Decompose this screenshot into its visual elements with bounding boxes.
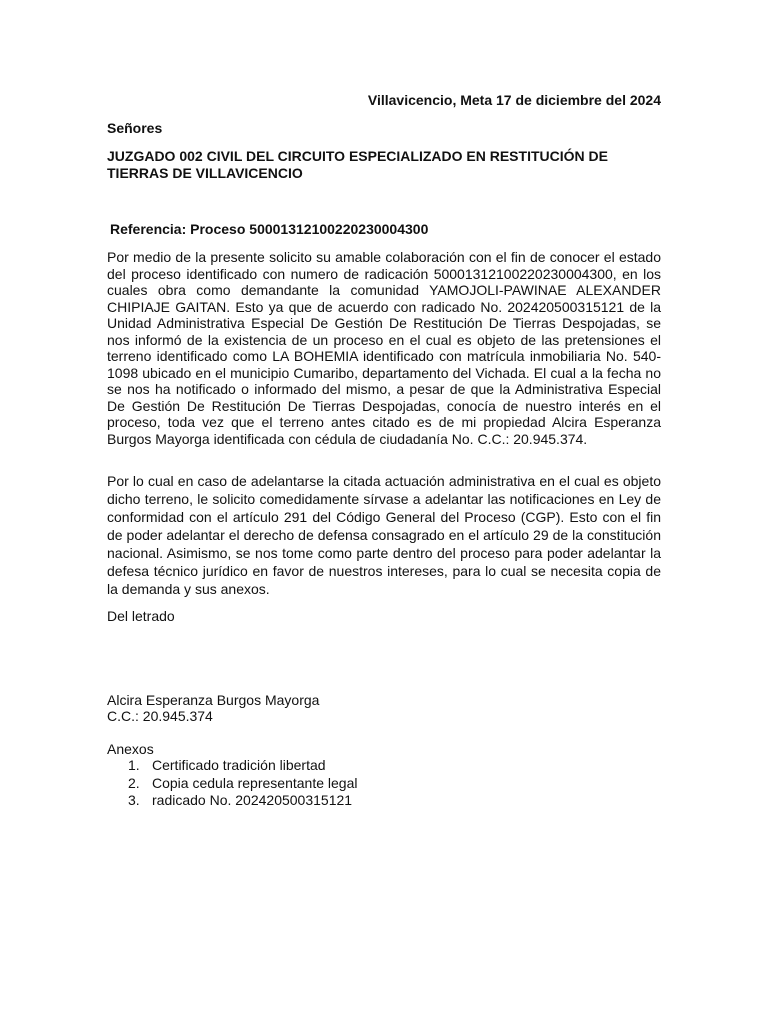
closing-line: Del letrado (107, 608, 175, 624)
body-paragraph-2: Por lo cual en caso de adelantarse la citada actuación administrativa en el cual es objeto dicho terreno, le solicito comedidamente sírvase a adelantar las notificaciones en Ley de conformidad con el artículo 291 del Código General del Proceso (CGP). Esto con el fin de poder adelantar el derecho de defensa consagrado en el artículo 29 de la constitución nacional. Asimismo, se nos tome como parte dentro del proceso para poder adelantar la defesa técnico jurídico en favor de nuestros intereses, para lo cual se necesita copia de la demanda y sus anexos. (107, 473, 661, 597)
list-item (107, 757, 357, 775)
signer-id: C.C.: 20.945.374 (107, 708, 213, 724)
annexes-list (107, 757, 357, 810)
addressee-court: JUZGADO 002 CIVIL DEL CIRCUITO ESPECIALIZADO EN RESTITUCIÓN DE TIERRAS DE VILLAVICENCIO (107, 148, 608, 181)
salutation: Señores (107, 120, 163, 136)
annexes-title: Anexos (107, 741, 154, 757)
list-item (107, 775, 357, 793)
list-item-number: 3. (128, 792, 140, 808)
signature-block (107, 692, 319, 724)
annexes-section (107, 741, 357, 810)
list-item (107, 792, 357, 810)
reference-line: Referencia: Proceso 50001312100220230004300 (110, 221, 429, 237)
list-item-text: Certificado tradición libertad (152, 757, 326, 773)
list-item-text: Copia cedula representante legal (152, 774, 358, 791)
list-item-text: radicado No. 202420500315121 (152, 792, 353, 808)
list-item-number: 2. (128, 774, 140, 791)
signer-name: Alcira Esperanza Burgos Mayorga (107, 692, 320, 708)
date-line: Villavicencio, Meta 17 de diciembre del 2024 (367, 92, 661, 108)
list-item-number: 1. (128, 757, 140, 773)
body-paragraph-1: Por medio de la presente solicito su amable colaboración con el fin de conocer el estado del proceso identificado con numero de radicación 50001312100220230004300, en los cuales obra como demandante la comunidad YAMOJOLI-PAWINAE ALEXANDER CHIPIAJE GAITAN. Esto ya que de acuerdo con radicado No. 202420500315121 de la Unidad Administrativa Especial De Gestión De Restitución De Tierras Despojadas, se nos informó de la existencia de un proceso en el cual es objeto de las pretensiones el terreno identificado como LA BOHEMIA identificado con matrícula inmobiliaria No. 540-1098 ubicado en el municipio Cumaribo, departamento del Vichada. El cual a la fecha no se nos ha notificado o informado del mismo, a pesar de que la Administrativa Especial De Gestión De Restitución De Tierras Despojadas, conocía de nuestro interés en el proceso, toda vez que el terreno antes citado es de mi propiedad Alcira Esperanza Burgos Mayorga identificada con cédula de ciudadanía No. C.C.: 20.945.374. (107, 249, 661, 447)
